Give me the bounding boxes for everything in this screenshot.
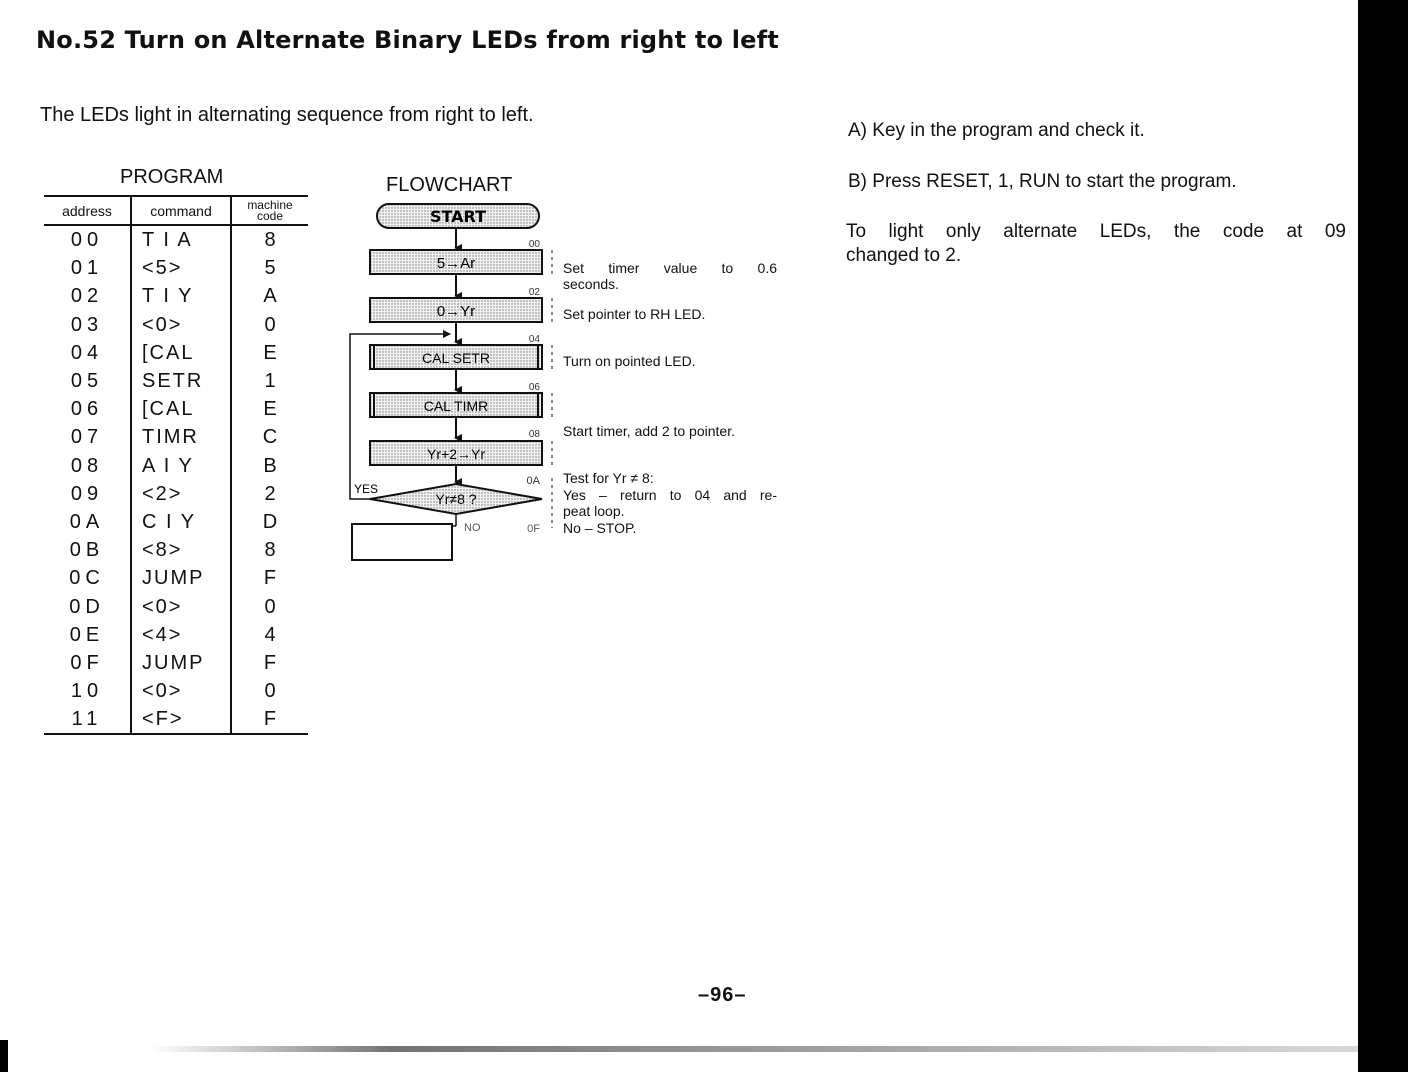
program-command: C I Y <box>131 508 231 536</box>
header-machine-code: machine code <box>231 196 308 225</box>
program-address: 10 <box>44 677 131 705</box>
program-command: <0> <box>131 592 231 620</box>
scan-edge-right <box>1358 0 1408 1072</box>
flow-address: 0F <box>527 523 540 535</box>
program-command: <0> <box>131 677 231 705</box>
program-heading: PROGRAM <box>120 166 224 188</box>
program-machine-code: 0 <box>264 680 276 703</box>
program-command: SETR <box>131 367 231 395</box>
program-row <box>44 705 308 734</box>
program-machine-code: 2 <box>264 482 276 505</box>
instruction-note-line-1: To light only alternate LEDs, the code at 09 <box>846 221 1346 242</box>
instruction-note <box>846 220 1346 268</box>
program-row <box>44 311 308 339</box>
program-address: 0A <box>44 508 131 536</box>
program-row <box>44 621 308 649</box>
program-machine-code: 4 <box>264 623 276 646</box>
header-command: command <box>131 196 231 225</box>
program-command: T I Y <box>131 282 231 310</box>
process-box-label: Yr+2→Yr <box>427 446 485 462</box>
program-machine-code: E <box>263 398 277 421</box>
program-command: T I A <box>131 225 231 254</box>
program-header-row <box>44 196 308 225</box>
program-row <box>44 480 308 508</box>
program-row <box>44 254 308 282</box>
scan-edge-left <box>0 1040 8 1072</box>
program-command: JUMP <box>131 649 231 677</box>
program-machine-code: 0 <box>264 313 276 336</box>
program-command: <0> <box>131 311 231 339</box>
note-start-timer: Start timer, add 2 to pointer. <box>563 423 735 439</box>
intro-text: The LEDs light in alternating sequence from right to left. <box>40 104 534 126</box>
program-address: 05 <box>44 367 131 395</box>
flow-address: 00 <box>528 239 540 250</box>
note-test: Test for Yr ≠ 8: <box>563 470 654 486</box>
program-machine-code: D <box>262 510 278 533</box>
program-machine-code: 0 <box>264 595 276 618</box>
no-label: NO <box>464 522 481 534</box>
page-number: –96– <box>698 984 747 1006</box>
program-address: 06 <box>44 395 131 423</box>
start-label: START <box>429 207 487 226</box>
stop-box <box>352 524 452 560</box>
flow-address: 0A <box>526 475 540 487</box>
program-address: 0F <box>44 649 131 677</box>
program-command: <F> <box>131 705 231 734</box>
instruction-a: A) Key in the program and check it. <box>848 120 1145 141</box>
program-command: <8> <box>131 536 231 564</box>
program-row <box>44 649 308 677</box>
process-box-label: 5→Ar <box>436 255 476 272</box>
program-command: JUMP <box>131 564 231 592</box>
program-address: 0C <box>44 564 131 592</box>
program-machine-code: F <box>263 567 277 590</box>
program-row <box>44 225 308 254</box>
note-no: No – STOP. <box>563 520 637 536</box>
program-command: A I Y <box>131 452 231 480</box>
flowchart-heading: FLOWCHART <box>386 174 513 196</box>
program-address: 00 <box>44 225 131 254</box>
program-command: [CAL <box>131 339 231 367</box>
program-machine-code: A <box>263 285 277 308</box>
flow-address: 06 <box>528 382 540 393</box>
program-address: 04 <box>44 339 131 367</box>
note-set-timer-cont: seconds. <box>563 276 620 292</box>
header-address: address <box>44 196 131 225</box>
program-address: 09 <box>44 480 131 508</box>
process-box-label: CAL TIMR <box>423 398 489 414</box>
note-turn-on-led: Turn on pointed LED. <box>563 353 696 369</box>
program-table <box>44 195 308 735</box>
program-machine-code: 8 <box>264 539 276 562</box>
program-address: 0E <box>44 621 131 649</box>
yes-label: YES <box>354 482 379 496</box>
program-address: 02 <box>44 282 131 310</box>
program-machine-code: 8 <box>264 229 276 252</box>
note-yes: Yes – return to 04 and re- <box>563 487 777 503</box>
flow-address: 08 <box>528 429 540 440</box>
instruction-b: B) Press RESET, 1, RUN to start the program. <box>848 171 1237 192</box>
process-box-label: CAL SETR <box>422 350 490 366</box>
instruction-note-line-2: changed to 2. <box>846 245 962 266</box>
program-machine-code: F <box>263 651 277 674</box>
program-address: 01 <box>44 254 131 282</box>
program-row <box>44 592 308 620</box>
note-yes-cont: peat loop. <box>563 503 625 519</box>
program-machine-code: C <box>262 426 278 449</box>
program-command: <5> <box>131 254 231 282</box>
program-row <box>44 564 308 592</box>
program-row <box>44 339 308 367</box>
flow-address: 04 <box>528 334 540 345</box>
program-machine-code: 5 <box>264 257 276 280</box>
program-address: 07 <box>44 423 131 451</box>
program-machine-code: 1 <box>264 370 276 393</box>
program-address: 0B <box>44 536 131 564</box>
program-body <box>44 225 308 734</box>
flowchart-diagram <box>340 198 560 568</box>
program-command: <2> <box>131 480 231 508</box>
program-row <box>44 452 308 480</box>
note-set-pointer: Set pointer to RH LED. <box>563 306 706 322</box>
note-set-timer: Set timer value to 0.6 <box>563 260 777 276</box>
page-title: No.52 Turn on Alternate Binary LEDs from right to left <box>36 26 779 54</box>
program-address: 11 <box>44 705 131 734</box>
program-machine-code: F <box>231 705 308 734</box>
program-address: 0D <box>44 592 131 620</box>
program-row <box>44 282 308 310</box>
program-address: 08 <box>44 452 131 480</box>
flow-address: 02 <box>528 287 540 298</box>
program-row <box>44 536 308 564</box>
program-command: TIMR <box>131 423 231 451</box>
program-row <box>44 677 308 705</box>
program-command: [CAL <box>131 395 231 423</box>
program-row <box>44 395 308 423</box>
decision-label: Yr≠8 ? <box>435 491 477 507</box>
program-row <box>44 367 308 395</box>
process-box-label: 0→Yr <box>436 303 476 320</box>
program-address: 03 <box>44 311 131 339</box>
program-row <box>44 423 308 451</box>
program-row <box>44 508 308 536</box>
program-machine-code: E <box>263 341 277 364</box>
scan-edge-bottom <box>150 1046 1360 1052</box>
program-machine-code: B <box>263 454 277 477</box>
program-command: <4> <box>131 621 231 649</box>
